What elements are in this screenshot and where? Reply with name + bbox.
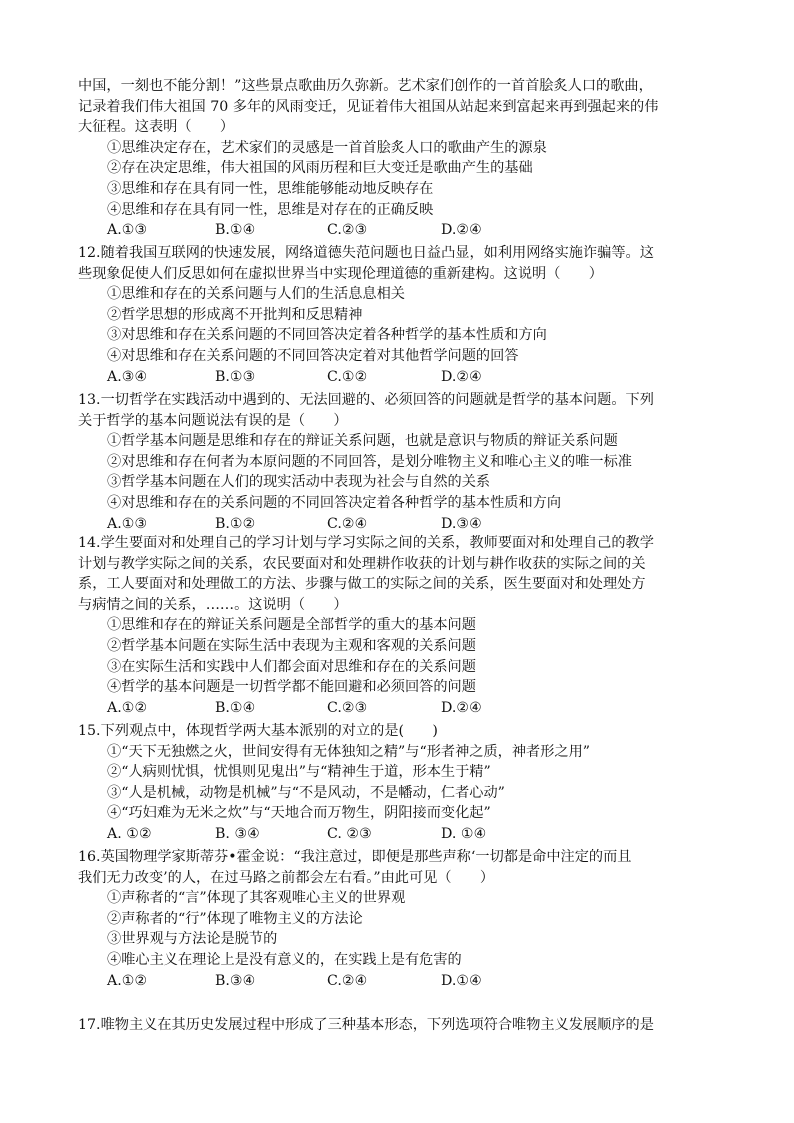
choice-b: B.①④ <box>215 699 256 716</box>
choice-a: A. ①② <box>107 825 152 842</box>
choice-d: D.③④ <box>441 515 482 532</box>
statement-option: ③对思维和存在关系问题的不同回答决定着各种哲学的基本性质和方向 <box>107 327 547 344</box>
choice-b: B.①③ <box>215 368 256 385</box>
question-16 <box>78 847 728 991</box>
statement-option: ③在实际生活和实践中人们都会面对思维和存在的关系问题 <box>107 658 476 675</box>
statement-option: ②对思维和存在何者为本原问题的不同回答，是划分唯物主义和唯心主义的唯一标准 <box>107 453 632 470</box>
choice-d: D.②④ <box>441 222 482 239</box>
choice-c: C.②④ <box>327 972 368 989</box>
statement-option: ①声称者的“言”体现了其客观唯心主义的世界观 <box>107 890 406 907</box>
question-stem-line: 与病情之间的关系，……。这说明（ ） <box>78 596 348 613</box>
statement-option: ④唯心主义在理论上是没有意义的，在实践上是有危害的 <box>107 951 462 968</box>
question-stem-line: 16.英国物理学家斯蒂芬•霍金说：“我注意过，即便是那些声称‘一切都是命中注定的而且 <box>78 849 632 865</box>
choice-d: D.②④ <box>441 699 482 716</box>
choice-a: A.①③ <box>107 222 148 239</box>
choice-a: A.①③ <box>107 515 148 532</box>
choice-d: D. ①④ <box>441 825 487 842</box>
answer-choices <box>107 971 728 992</box>
question-stem-line: 14.学生要面对和处理自己的学习计划与学习实际之间的关系，教师要面对和处理自己的教学 <box>78 535 654 551</box>
question-15 <box>78 721 728 845</box>
statement-option: ④思维和存在具有同一性，思维是对存在的正确反映 <box>107 201 434 218</box>
choice-b: B.③④ <box>215 972 256 989</box>
question-14 <box>78 533 728 718</box>
statement-option: ②“人病则忧惧，忧惧则见鬼出”与“精神生于道，形本生于精” <box>107 764 491 781</box>
question-stem-line: 15.下列观点中，体现哲学两大基本派别的对立的是( ) <box>78 723 438 739</box>
question-stem-line: 些现象促使人们反思如何在虚拟世界当中实现伦理道德的重新建构。这说明（ ） <box>78 265 603 282</box>
question-stem-line: 计划与教学实际之间的关系，农民要面对和处理耕作收获的计划与耕作收获的实际之间的关 <box>78 555 646 572</box>
choice-c: C.②③ <box>327 222 368 239</box>
statement-option: ②存在决定思维，伟大祖国的风雨历程和巨大变迁是歌曲产生的基础 <box>107 160 533 177</box>
statement-option: ④哲学的基本问题是一切哲学都不能回避和必须回答的问题 <box>107 679 476 696</box>
statement-option: ②哲学思想的形成离不开批判和反思精神 <box>107 306 363 323</box>
statement-option: ③“人是机械，动物是机械”与“不是风动，不是幡动，仁者心动” <box>107 784 505 801</box>
question-11-continuation <box>78 76 718 241</box>
question-13 <box>78 390 728 534</box>
question-stem-line: 大征程。这表明（ ） <box>78 119 235 136</box>
question-12 <box>78 243 728 387</box>
choice-c: C.①② <box>327 368 368 385</box>
statement-option: ①思维和存在的关系问题与人们的生活息息相关 <box>107 286 405 303</box>
choice-b: B.①④ <box>215 222 256 239</box>
statement-option: ①思维决定存在，艺术家们的灵感是一首首脍炙人口的歌曲产生的源泉 <box>107 139 547 156</box>
question-stem-line: 我们无力改变’的人，在过马路之前都会左右看。”由此可见（ ） <box>78 869 495 886</box>
choice-c: C. ②③ <box>327 825 372 842</box>
statement-option: ④对思维和存在的关系问题的不同回答决定着各种哲学的基本性质和方向 <box>107 494 562 511</box>
statement-option: ③世界观与方法论是脱节的 <box>107 931 278 948</box>
statement-option: ③思维和存在具有同一性，思维能够能动地反映存在 <box>107 180 434 197</box>
statement-option: ②声称者的“行”体现了唯物主义的方法论 <box>107 910 363 927</box>
choice-b: B. ③④ <box>215 825 260 842</box>
choice-b: B.①② <box>215 515 256 532</box>
statement-option: ②哲学基本问题在实际生活中表现为主观和客观的关系问题 <box>107 637 476 654</box>
statement-option: ①“天下无独燃之火，世间安得有无体独知之精”与“形者神之质，神者形之用” <box>107 743 591 760</box>
question-stem-line: 13.一切哲学在实践活动中遇到的、无法回避的、必须回答的问题就是哲学的基本问题。下列 <box>78 392 654 408</box>
choice-a: A.①② <box>107 972 148 989</box>
choice-a: A.③④ <box>107 368 148 385</box>
choice-c: C.②④ <box>327 515 368 532</box>
question-stem-line: 关于哲学的基本问题说法有误的是（ ） <box>78 412 348 429</box>
question-17 <box>78 1015 728 1036</box>
statement-option: ①哲学基本问题是思维和存在的辩证关系问题，也就是意识与物质的辩证关系问题 <box>107 433 618 450</box>
answer-choices <box>107 367 728 388</box>
question-stem-line: 记录着我们伟大祖国 70 多年的风雨变迁，见证着伟大祖国从站起来到富起来再到强起来的伟 <box>78 98 659 115</box>
choice-c: C.②③ <box>327 699 368 716</box>
choice-d: D.①④ <box>441 972 482 989</box>
question-stem-line: 系，工人要面对和处理做工的方法、步骤与做工的实际之间的关系，医生要面对和处理处方 <box>78 576 646 593</box>
answer-choices <box>107 514 728 535</box>
answer-choices <box>107 698 728 719</box>
question-stem-line: 12.随着我国互联网的快速发展，网络道德失范问题也日益凸显，如利用网络实施诈骗等。这 <box>78 245 654 261</box>
statement-option: ①思维和存在的辩证关系问题是全部哲学的重大的基本问题 <box>107 617 476 634</box>
question-stem-line: 中国，一刻也不能分割！”这些景点歌曲历久弥新。艺术家们创作的一首首脍炙人口的歌曲， <box>78 78 653 94</box>
choice-d: D.②④ <box>441 368 482 385</box>
question-stem-line: 17.唯物主义在其历史发展过程中形成了三种基本形态，下列选项符合唯物主义发展顺序的是 <box>78 1017 654 1033</box>
statement-option: ③哲学基本问题在人们的现实活动中表现为社会与自然的关系 <box>107 474 491 491</box>
choice-a: A.①② <box>107 699 148 716</box>
answer-choices <box>107 220 718 241</box>
answer-choices <box>107 824 728 845</box>
statement-option: ④对思维和存在关系问题的不同回答决定着对其他哲学问题的回答 <box>107 347 519 364</box>
statement-option: ④“巧妇难为无米之炊”与“天地合而万物生，阴阳接而变化起” <box>107 805 491 822</box>
